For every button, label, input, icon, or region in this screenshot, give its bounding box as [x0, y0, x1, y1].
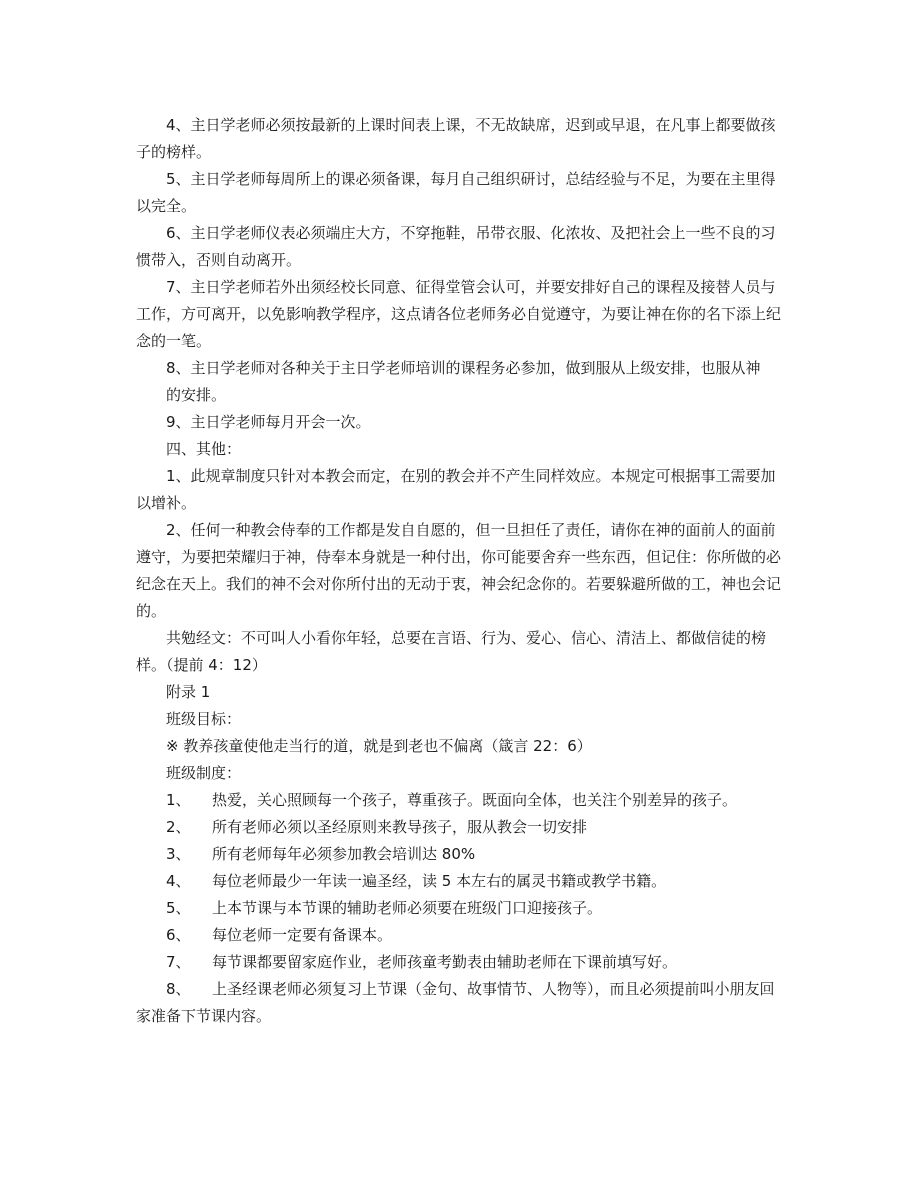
section-4-heading: 四、其他： [166, 440, 242, 458]
rule-6: 6、主日学老师仪表必须端庄大方，不穿拖鞋，吊带衣服、化浓妆、及把社会上一些不良的习惯带入，否则自动离开。 [136, 224, 776, 269]
rule-7: 7、主日学老师若外出须经校长同意、征得堂管会认可，并要安排好自己的课程及接替人员与工作，方可离开，以免影响教学程序，这点请各位老师务必自觉遵守，为要让神在你的名下添上纪念的一笔。 [136, 278, 782, 350]
class-rule-2 [136, 814, 786, 841]
rule-4: 4、主日学老师必须按最新的上课时间表上课，不无故缺席，迟到或早退，在凡事上都要做孩子的榜样。 [136, 116, 776, 161]
class-rule-number: 4、 [166, 872, 191, 890]
class-goal: ※ 教养孩童使他走当行的道，就是到老也不偏离（箴言 22：6） [166, 737, 592, 755]
class-rule-number: 7、 [166, 953, 191, 971]
class-rule-text: 每位老师一定要有备课本。 [212, 926, 393, 944]
class-rule-4 [136, 868, 786, 895]
other-2: 2、任何一种教会侍奉的工作都是发自自愿的，但一旦担任了责任，请你在神的面前人的面前遵守，为要把荣耀归于神，侍奉本身就是一种付出，你可能要舍弃一些东西，但记住：你所做的必纪念在天上。我们的神不会对你所付出的无动于衷，神会纪念你的。若要躲避所做的工，神也会记的。 [136, 521, 782, 620]
class-rule-text: 所有老师必须以圣经原则来教导孩子，服从教会一切安排 [212, 818, 588, 836]
class-rule-8 [136, 976, 786, 1030]
class-rule-number: 5、 [166, 899, 191, 917]
class-rule-6 [136, 922, 786, 949]
class-goal-label: 班级目标： [166, 710, 242, 728]
rule-8-line-2: 的安排。 [166, 386, 227, 404]
scripture-encouragement: 共勉经文：不可叫人小看你年轻，总要在言语、行为、爱心、信心、清洁上、都做信徒的榜样。（提前 4：12） [136, 629, 767, 674]
class-rules-label: 班级制度： [166, 764, 242, 782]
appendix-title: 附录 1 [166, 683, 211, 701]
class-rule-number: 1、 [166, 791, 191, 809]
rule-9: 9、主日学老师每月开会一次。 [166, 413, 371, 431]
class-rule-1 [136, 787, 786, 814]
class-rule-3 [136, 841, 786, 868]
rule-5: 5、主日学老师每周所上的课必须备课，每月自己组织研讨，总结经验与不足，为要在主里得以完全。 [136, 170, 776, 215]
rule-8-line-1: 8、主日学老师对各种关于主日学老师培训的课程务必参加，做到服从上级安排，也服从神 [166, 359, 761, 377]
class-rule-5 [136, 895, 786, 922]
class-rule-number: 2、 [166, 818, 191, 836]
class-rule-number: 8、 [166, 980, 191, 998]
class-rule-number: 3、 [166, 845, 191, 863]
class-rule-number: 6、 [166, 926, 191, 944]
document-body [136, 112, 786, 1030]
class-rule-text: 每节课都要留家庭作业，老师孩童考勤表由辅助老师在下课前填写好。 [212, 953, 678, 971]
class-rule-text: 上圣经课老师必须复习上节课（金句、故事情节、人物等），而且必须提前叫小朋友回家准备下节课内容。 [136, 980, 775, 1025]
class-rule-text: 每位老师最少一年读一遍圣经，读 5 本左右的属灵书籍或教学书籍。 [212, 872, 667, 890]
other-1: 1、此规章制度只针对本教会而定，在别的教会并不产生同样效应。本规定可根据事工需要加以增补。 [136, 467, 776, 512]
class-rule-7 [136, 949, 786, 976]
class-rule-text: 上本节课与本节课的辅助老师必须要在班级门口迎接孩子。 [212, 899, 603, 917]
class-rule-text: 热爱，关心照顾每一个孩子，尊重孩子。既面向全体，也关注个别差异的孩子。 [212, 791, 738, 809]
class-rule-text: 所有老师每年必须参加教会培训达 80% [212, 845, 476, 863]
